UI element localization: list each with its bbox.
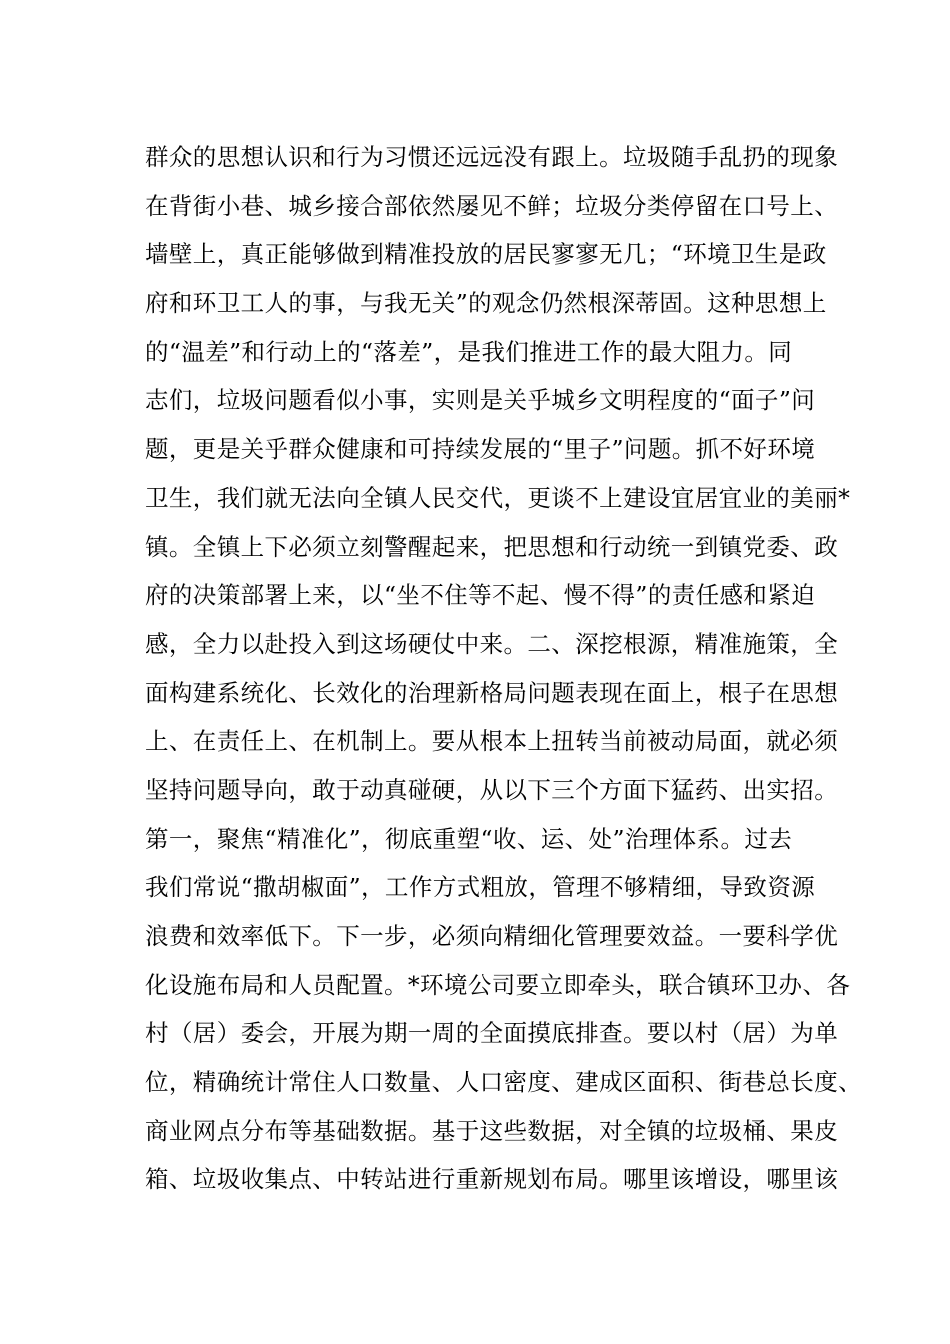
- text-line-7: 题，更是关乎群众健康和可持续发展的“里子”问题。抓不好环境: [145, 435, 816, 464]
- text-line-11: 感，全力以赴投入到这场硬仗中来。二、深挖根源，精准施策，全: [145, 629, 839, 658]
- text-line-2: 在背街小巷、城乡接合部依然屡见不鲜；垃圾分类停留在口号上、: [145, 191, 839, 220]
- text-line-1: 群众的思想认识和行为习惯还远远没有跟上。垃圾随手乱扔的现象: [145, 143, 839, 171]
- text-line-5: 的“温差”和行动上的“落差”，是我们推进工作的最大阻力。同: [145, 337, 793, 366]
- text-line-18: 化设施布局和人员配置。*环境公司要立即牵头，联合镇环卫办、各: [145, 970, 851, 999]
- text-line-6: 志们，垃圾问题看似小事，实则是关乎城乡文明程度的“面子”问: [145, 386, 816, 415]
- text-line-19: 村（居）委会，开展为期一周的全面摸底排查。要以村（居）为单: [145, 1019, 839, 1048]
- text-line-12: 面构建系统化、长效化的治理新格局问题表现在面上，根子在思想: [145, 678, 839, 707]
- text-line-3: 墙壁上，真正能够做到精准投放的居民寥寥无几；“环境卫生是政: [145, 240, 827, 269]
- text-line-17: 浪费和效率低下。下一步，必须向精细化管理要效益。一要科学优: [145, 922, 839, 950]
- text-line-15: 第一，聚焦“精准化”，彻底重塑“收、运、处”治理体系。过去: [145, 824, 793, 853]
- text-line-9: 镇。全镇上下必须立刻警醒起来，把思想和行动统一到镇党委、政: [145, 532, 839, 561]
- text-line-20: 位，精确统计常住人口数量、人口密度、建成区面积、街巷总长度、: [145, 1068, 862, 1097]
- body-text: [145, 133, 862, 1204]
- text-line-21: 商业网点分布等基础数据。基于这些数据，对全镇的垃圾桶、果皮: [145, 1116, 839, 1145]
- text-line-4: 府和环卫工人的事，与我无关”的观念仍然根深蒂固。这种思想上: [145, 289, 827, 318]
- text-line-13: 上、在责任上、在机制上。要从根本上扭转当前被动局面，就必须: [145, 727, 839, 756]
- text-line-22: 箱、垃圾收集点、中转站进行重新规划布局。哪里该增设，哪里该: [145, 1165, 839, 1194]
- text-line-14: 坚持问题导向，敢于动真碰硬，从以下三个方面下猛药、出实招。: [145, 775, 839, 804]
- text-line-16: 我们常说“撒胡椒面”，工作方式粗放，管理不够精细，导致资源: [145, 873, 816, 902]
- text-line-10: 府的决策部署上来，以“坐不住等不起、慢不得”的责任感和紧迫: [145, 581, 816, 610]
- text-line-8: 卫生，我们就无法向全镇人民交代，更谈不上建设宜居宜业的美丽*: [145, 483, 851, 512]
